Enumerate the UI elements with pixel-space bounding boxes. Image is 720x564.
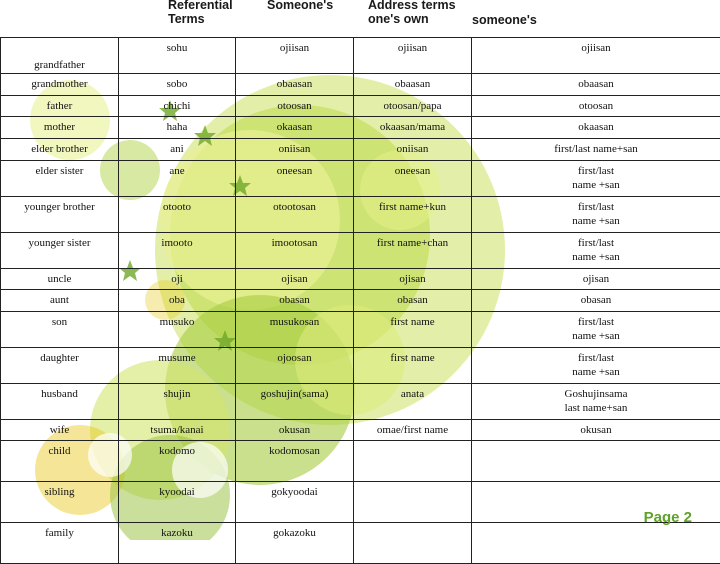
cell-someones-address: okaasan <box>472 117 720 139</box>
cell-someones-address <box>472 441 720 482</box>
cell-referential-term: musuko <box>119 312 236 348</box>
cell-referential-term: oji <box>119 269 236 290</box>
cell-own-address: otoosan/papa <box>354 96 472 117</box>
cell-someones-address: Goshujinsama last name+san <box>472 384 720 420</box>
cell-relation: aunt <box>1 290 119 312</box>
cell-someones-term: ojisan <box>236 269 354 290</box>
cell-someones-term: goshujin(sama) <box>236 384 354 420</box>
cell-referential-term: haha <box>119 117 236 139</box>
cell-own-address: first name <box>354 348 472 384</box>
cell-someones-address: ojiisan <box>472 38 720 74</box>
cell-someones-term: oneesan <box>236 161 354 197</box>
cell-referential-term: kyoodai <box>119 482 236 523</box>
table-row <box>1 290 720 312</box>
table-row <box>1 96 720 117</box>
cell-relation: grandfather <box>1 38 119 74</box>
cell-referential-term: kodomo <box>119 441 236 482</box>
cell-someones-term: ojoosan <box>236 348 354 384</box>
cell-own-address <box>354 441 472 482</box>
cell-relation: elder brother <box>1 139 119 161</box>
cell-own-address: first name <box>354 312 472 348</box>
cell-relation: child <box>1 441 119 482</box>
cell-relation: family <box>1 523 119 564</box>
table-row <box>1 38 720 74</box>
cell-relation: younger brother <box>1 197 119 233</box>
cell-someones-address: obaasan <box>472 74 720 96</box>
cell-referential-term: ani <box>119 139 236 161</box>
cell-relation: grandmother <box>1 74 119 96</box>
header-referential-terms: Referential Terms <box>168 0 233 26</box>
cell-referential-term: sohu <box>119 38 236 74</box>
cell-someones-term: oniisan <box>236 139 354 161</box>
cell-relation: mother <box>1 117 119 139</box>
table-row <box>1 74 720 96</box>
cell-relation: daughter <box>1 348 119 384</box>
cell-relation: son <box>1 312 119 348</box>
cell-someones-term: ojiisan <box>236 38 354 74</box>
kinship-terms-table <box>0 37 720 564</box>
cell-someones-address: first/last name+san <box>472 139 720 161</box>
cell-own-address: ojiisan <box>354 38 472 74</box>
cell-someones-address: first/last name +san <box>472 197 720 233</box>
table-row <box>1 312 720 348</box>
table-row <box>1 233 720 269</box>
cell-own-address: first name+chan <box>354 233 472 269</box>
table-row <box>1 197 720 233</box>
cell-someones-term: musukosan <box>236 312 354 348</box>
cell-own-address: anata <box>354 384 472 420</box>
cell-someones-address: first/last name +san <box>472 348 720 384</box>
cell-someones-address: first/last name +san <box>472 233 720 269</box>
cell-relation: younger sister <box>1 233 119 269</box>
cell-someones-term: otootosan <box>236 197 354 233</box>
cell-someones-address <box>472 523 720 564</box>
table-row <box>1 420 720 441</box>
cell-someones-address: ojisan <box>472 269 720 290</box>
cell-own-address: oniisan <box>354 139 472 161</box>
table-row <box>1 269 720 290</box>
table-row <box>1 139 720 161</box>
cell-someones-term: okaasan <box>236 117 354 139</box>
cell-relation: sibling <box>1 482 119 523</box>
cell-relation: elder sister <box>1 161 119 197</box>
table-row <box>1 441 720 482</box>
cell-someones-address: first/last name +san <box>472 161 720 197</box>
cell-someones-address: otoosan <box>472 96 720 117</box>
cell-relation: father <box>1 96 119 117</box>
table-row <box>1 348 720 384</box>
cell-someones-address: okusan <box>472 420 720 441</box>
cell-someones-term: obasan <box>236 290 354 312</box>
cell-someones-address: first/last name +san <box>472 312 720 348</box>
header-someones: Someone's <box>267 0 333 12</box>
cell-someones-term: obaasan <box>236 74 354 96</box>
cell-relation: wife <box>1 420 119 441</box>
cell-own-address: obasan <box>354 290 472 312</box>
table-row <box>1 482 720 523</box>
cell-own-address: ojisan <box>354 269 472 290</box>
table-row <box>1 161 720 197</box>
cell-own-address: okaasan/mama <box>354 117 472 139</box>
page-number: Page 2 <box>644 509 692 526</box>
cell-referential-term: imooto <box>119 233 236 269</box>
cell-someones-address: obasan <box>472 290 720 312</box>
cell-someones-term: gokyoodai <box>236 482 354 523</box>
cell-relation: uncle <box>1 269 119 290</box>
cell-someones-term: kodomosan <box>236 441 354 482</box>
cell-relation: husband <box>1 384 119 420</box>
cell-own-address: obaasan <box>354 74 472 96</box>
header-someones-address: someone's <box>472 13 537 27</box>
cell-referential-term: oba <box>119 290 236 312</box>
cell-someones-term: okusan <box>236 420 354 441</box>
cell-referential-term: shujin <box>119 384 236 420</box>
cell-own-address: first name+kun <box>354 197 472 233</box>
cell-referential-term: ane <box>119 161 236 197</box>
cell-referential-term: otooto <box>119 197 236 233</box>
cell-someones-term: imootosan <box>236 233 354 269</box>
cell-own-address: oneesan <box>354 161 472 197</box>
header-address-terms-own: Address terms one's own <box>368 0 456 26</box>
cell-referential-term: sobo <box>119 74 236 96</box>
cell-someones-term: otoosan <box>236 96 354 117</box>
cell-referential-term: musume <box>119 348 236 384</box>
cell-own-address <box>354 482 472 523</box>
cell-own-address <box>354 523 472 564</box>
cell-own-address: omae/first name <box>354 420 472 441</box>
cell-referential-term: tsuma/kanai <box>119 420 236 441</box>
table-row <box>1 384 720 420</box>
cell-referential-term: chichi <box>119 96 236 117</box>
table-row <box>1 523 720 564</box>
table-row <box>1 117 720 139</box>
cell-someones-term: gokazoku <box>236 523 354 564</box>
cell-referential-term: kazoku <box>119 523 236 564</box>
